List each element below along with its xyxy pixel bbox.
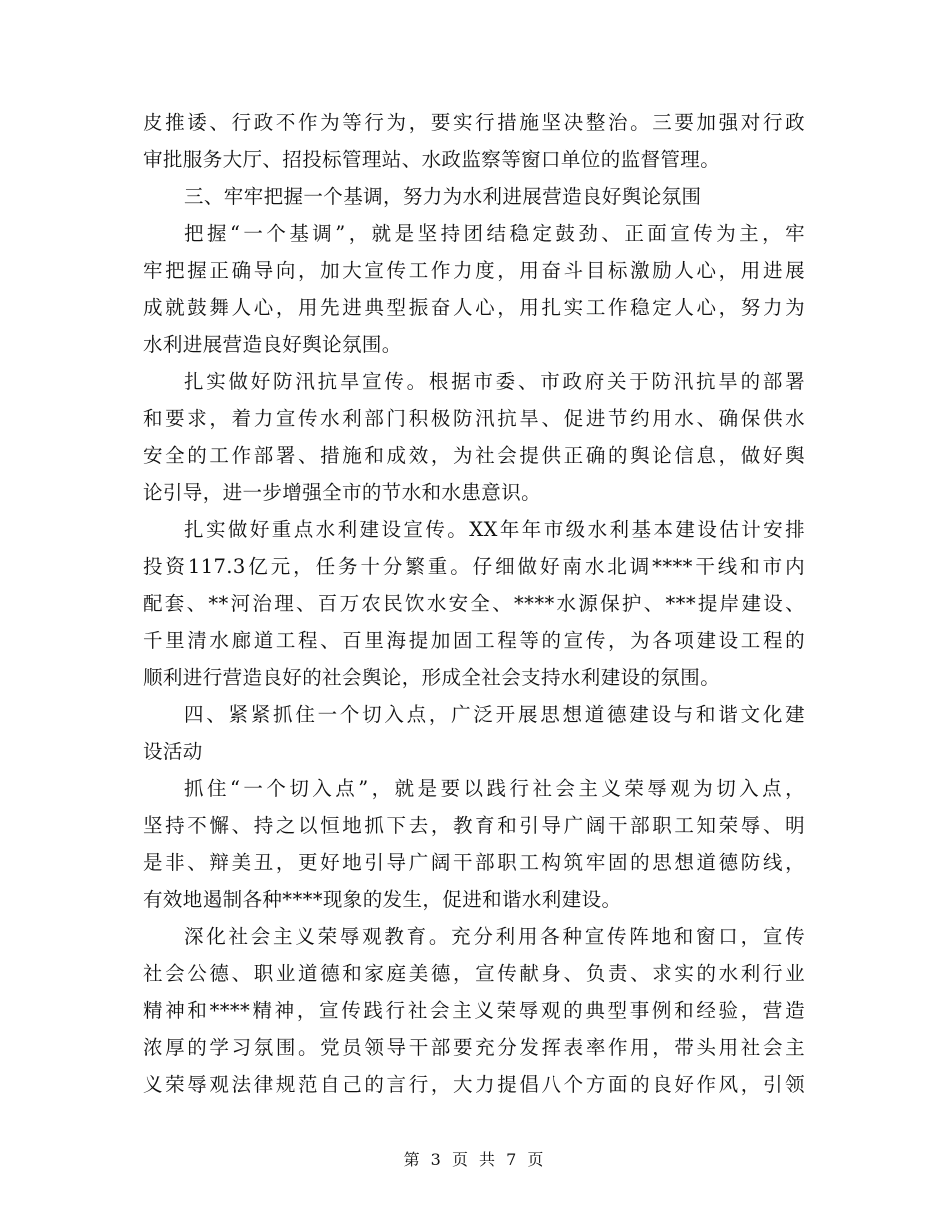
text-line: 抓住“一个切入点”，就是要以践行社会主义荣辱观为切入点， [184, 777, 805, 800]
text-line: 扎实做好重点水利建设宣传。XX年年市级水利基本建设估计安排 [184, 518, 805, 541]
text-line: 安全的工作部署、措施和成效，为社会提供正确的舆论信息，做好舆 [143, 444, 805, 467]
text-line: 坚持不懈、持之以恒地抓下去，教育和引导广阔干部职工知荣辱、明 [143, 814, 805, 837]
text-line: 和要求，着力宣传水利部门积极防汛抗旱、促进节约用水、确保供水 [143, 407, 805, 430]
text-line: 扎实做好防汛抗旱宣传。根据市委、市政府关于防汛抗旱的部署 [184, 370, 805, 393]
text-line: 皮推诿、行政不作为等行为，要实行措施坚决整治。三要加强对行政 [143, 111, 805, 134]
text-line: 四、紧紧抓住一个切入点，广泛开展思想道德建设与和谐文化建 [184, 703, 805, 726]
text-line: 顺利进行营造良好的社会舆论，形成全社会支持水利建设的氛围。 [143, 666, 721, 689]
text-line: 深化社会主义荣辱观教育。充分利用各种宣传阵地和窗口，宣传 [184, 925, 805, 948]
text-line: 把握“一个基调”，就是坚持团结稳定鼓劲、正面宣传为主，牢 [184, 222, 805, 245]
text-line: 是非、辩美丑，更好地引导广阔干部职工构筑牢固的思想道德防线， [143, 851, 805, 874]
text-line: 配套、**河治理、百万农民饮水安全、****水源保护、***提岸建设、 [143, 592, 805, 615]
text-line: 浓厚的学习氛围。党员领导干部要充分发挥表率作用，带头用社会主 [143, 1036, 805, 1059]
text-line: 论引导，进一步增强全市的节水和水患意识。 [143, 481, 542, 504]
document-body [143, 104, 805, 1103]
text-line: 成就鼓舞人心，用先进典型振奋人心，用扎实工作稳定人心，努力为 [143, 296, 805, 319]
text-line: 精神和****精神，宣传践行社会主义荣辱观的典型事例和经验，营造 [143, 999, 805, 1022]
text-line: 审批服务大厅、招投标管理站、水政监察等窗口单位的监督管理。 [143, 148, 721, 171]
text-line: 投资117.3亿元，任务十分繁重。仔细做好南水北调****干线和市内 [143, 555, 805, 578]
text-line: 千里清水廊道工程、百里海提加固工程等的宣传，为各项建设工程的 [143, 629, 805, 652]
text-line: 设活动 [143, 740, 203, 763]
page-number-footer: 第 3 页 共 7 页 [403, 1150, 547, 1169]
text-line: 牢把握正确导向，加大宣传工作力度，用奋斗目标激励人心，用进展 [143, 259, 805, 282]
text-line: 三、牢牢把握一个基调，努力为水利进展营造良好舆论氛围 [184, 185, 702, 208]
text-line: 社会公德、职业道德和家庭美德，宣传献身、负责、求实的水利行业 [143, 962, 805, 985]
text-line: 义荣辱观法律规范自己的言行，大力提倡八个方面的良好作风，引领 [143, 1073, 805, 1096]
text-line: 有效地遏制各种****现象的发生，促进和谐水利建设。 [143, 888, 622, 911]
text-line: 水利进展营造良好舆论氛围。 [143, 333, 402, 356]
